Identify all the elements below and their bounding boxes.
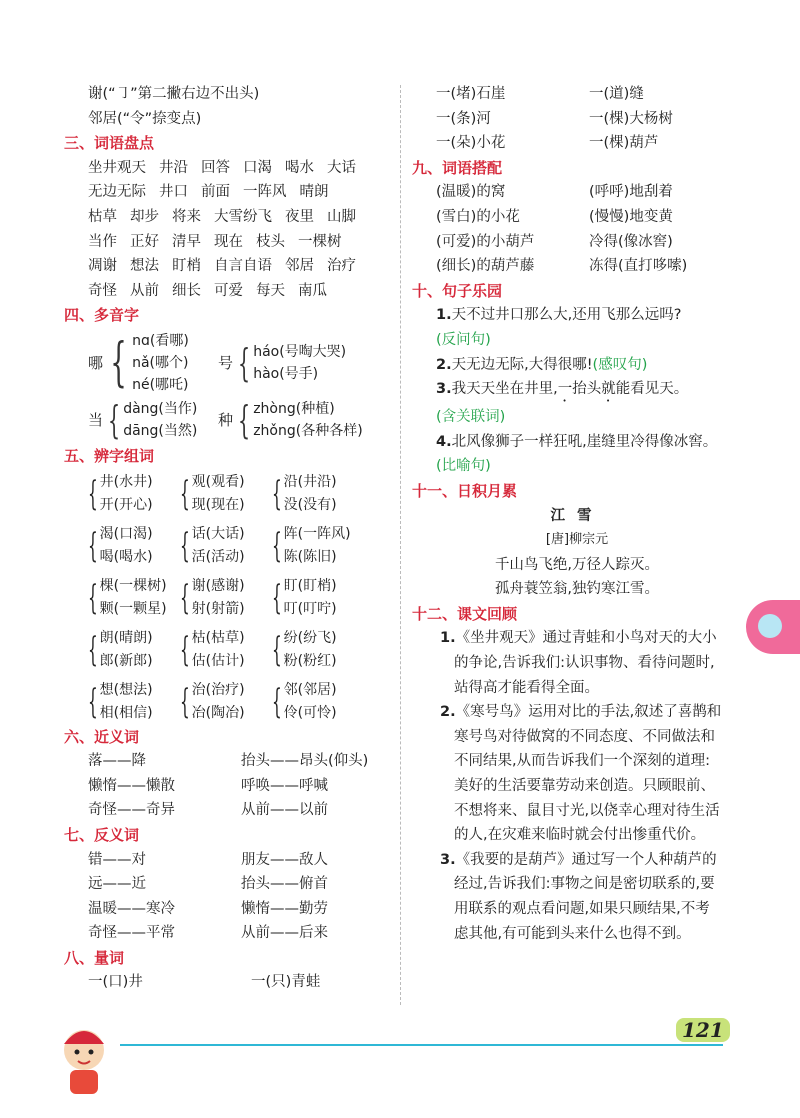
char-word: 谢(感谢)	[191, 577, 245, 594]
char-word: 阵(一阵风)	[283, 525, 351, 542]
word: 却步	[130, 208, 159, 225]
char-group: { 治(治疗) 冶(陶冶)	[180, 679, 272, 725]
word: 井沿	[159, 159, 188, 176]
word: 清早	[172, 233, 201, 250]
pair: 错——对	[88, 851, 146, 868]
note-line: 谢(“㇆”第二撇右边不出头)	[88, 86, 260, 102]
word: 想法	[130, 258, 159, 275]
char-word: 沿(井沿)	[283, 473, 337, 490]
word: 每天	[256, 282, 285, 299]
word-row	[64, 205, 394, 230]
char-word: 盯(盯梢)	[283, 577, 337, 594]
word: 山脚	[327, 208, 356, 225]
sentence-note: (反问句)	[436, 331, 491, 348]
char-word: 相(相信)	[99, 704, 153, 721]
char-group: { 渴(口渴) 喝(喝水)	[88, 523, 180, 569]
sentence-note: (比喻句)	[436, 458, 491, 475]
word: 盯梢	[172, 258, 201, 275]
section-heading: 八、量词	[64, 948, 125, 967]
note-line: 邻居(“令”捺变点)	[88, 110, 202, 127]
char-group: { 阵(一阵风) 陈(陈旧)	[272, 523, 382, 569]
dragon-icon	[758, 614, 782, 638]
pair: 一(只)青蛙	[251, 974, 321, 991]
word: 细长	[172, 282, 201, 299]
word: 前面	[201, 184, 230, 201]
pair: (慢慢)地变黄	[589, 208, 673, 225]
char-group: { 谢(感谢) 射(射箭)	[180, 575, 272, 621]
poem-title: 江雪	[550, 507, 604, 524]
char-word: 估(估计)	[191, 652, 245, 669]
char-word: 现(现在)	[191, 496, 245, 513]
polyphone-hao: 号 { háo(号啕大哭) hào(号手)	[218, 340, 347, 385]
left-column	[64, 82, 394, 995]
pair: (呼呼)地刮着	[589, 184, 673, 201]
section-heading: 五、辨字组词	[64, 446, 155, 465]
pair: 朋友——敌人	[241, 851, 328, 868]
word: 一棵树	[298, 233, 342, 250]
sentence-note: (含关联词)	[436, 409, 506, 426]
char-group: { 盯(盯梢) 叮(叮咛)	[272, 575, 382, 621]
char-word: 射(射箭)	[191, 600, 245, 617]
mascot-icon	[48, 1010, 120, 1100]
char-group: { 沿(井沿) 没(没有)	[272, 471, 382, 517]
word: 当作	[88, 233, 117, 250]
word: 枝头	[256, 233, 285, 250]
word-row	[64, 230, 394, 255]
char-word: 喝(喝水)	[99, 548, 153, 565]
word: 自言自语	[214, 258, 272, 275]
pair: 冻得(直打哆嗦)	[589, 258, 688, 275]
sentence-item: 2.天无边无际,大得很哪!(感叹句)	[436, 356, 648, 373]
pair: 一(棵)葫芦	[589, 135, 659, 152]
polyphone-na: 哪 { nɑ(看哪) nǎ(哪个) né(哪吒)	[88, 332, 189, 393]
sentence-item: 1.天不过井口那么大,还用飞那么远吗? (反问句)	[436, 307, 682, 348]
char-group: { 井(水井) 开(开心)	[88, 471, 180, 517]
pair: 奇怪——平常	[88, 925, 175, 942]
word-row	[64, 254, 394, 279]
word-row	[64, 156, 394, 181]
pair: 远——近	[88, 876, 146, 893]
antonym-list	[64, 848, 394, 946]
char-group: { 话(大话) 活(活动)	[180, 523, 272, 569]
synonym-list	[64, 749, 394, 823]
collocation-list	[412, 180, 742, 278]
sentence-note: (感叹句)	[592, 356, 648, 373]
word: 奇怪	[88, 282, 117, 299]
char-word: 观(观看)	[191, 473, 245, 490]
section-heading: 十、句子乐园	[412, 281, 503, 300]
char-word: 治(治疗)	[191, 681, 245, 698]
measure-word-list	[64, 970, 394, 995]
pair: 从前——后来	[241, 925, 328, 942]
pair: 落——降	[88, 753, 146, 770]
pair: 抬头——俯首	[241, 876, 328, 893]
char-word: 陈(陈旧)	[283, 548, 337, 565]
char-group: { 邻(邻居) 伶(可怜)	[272, 679, 382, 725]
poem-line: 千山鸟飞绝,万径人踪灭。	[494, 556, 660, 573]
word: 一阵风	[243, 184, 287, 201]
char-word: 活(活动)	[191, 548, 245, 565]
poem-line: 孤舟蓑笠翁,独钓寒江雪。	[494, 581, 660, 598]
pair: 一(朵)小花	[436, 135, 506, 152]
measure-word-list-cont	[412, 82, 742, 156]
word: 可爱	[214, 282, 243, 299]
review-item: 2.《寒号鸟》运用对比的手法,叙述了喜鹊和寒号鸟对待做窝的不同态度、不同做法和不同结果,从而告诉我们一个深刻的道理:美好的生活要靠劳动来创造。只顾眼前、不想将来、鼠目寸光,以侥幸心理对待生活的人,在灾难来临时就会付出惨重代价。	[440, 704, 722, 844]
column-divider	[400, 85, 401, 1005]
pair: 奇怪——奇异	[88, 802, 175, 819]
word: 枯草	[88, 208, 117, 225]
pair: (可爱)的小葫芦	[436, 233, 535, 250]
right-column	[412, 82, 742, 946]
polyphone-dang: 当 { dàng(当作) dāng(当然)	[88, 397, 198, 442]
pair: 一(棵)大杨树	[589, 110, 673, 127]
poem-author: [唐]柳宗元	[545, 532, 609, 548]
word: 口渴	[243, 159, 272, 176]
word: 夜里	[285, 208, 314, 225]
char-word: 邻(邻居)	[283, 681, 337, 698]
char-word: 开(开心)	[99, 496, 153, 513]
word: 大话	[327, 159, 356, 176]
polyphone-zhong: 种 { zhòng(种植) zhǒng(各种各样)	[218, 397, 363, 442]
pair: 一(口)井	[88, 974, 143, 991]
section-heading: 六、近义词	[64, 727, 140, 746]
pair: 抬头——昂头(仰头)	[241, 753, 369, 770]
side-tab[interactable]	[746, 600, 800, 654]
pair: 呼唤——呼喊	[241, 777, 328, 794]
pair: 温暖——寒冷	[88, 900, 175, 917]
section-heading: 七、反义词	[64, 825, 140, 844]
char-word: 郎(新郎)	[99, 652, 153, 669]
word: 从前	[130, 282, 159, 299]
word: 晴朗	[299, 184, 329, 201]
pair: (温暖)的窝	[436, 184, 506, 201]
sentence-item: 3.我天天坐在井里,一抬头就能看见天。 (含关联词)	[436, 381, 689, 426]
review-item: 3.《我要的是葫芦》通过写一个人种葫芦的经过,告诉我们:事物之间是密切联系的,要用联系的观点看问题,如果只顾结果,不考虑其他,有可能到头来什么也得不到。	[440, 851, 717, 942]
word-row	[64, 180, 394, 205]
char-groups	[64, 471, 394, 725]
page-footer-bar	[120, 1044, 723, 1046]
char-word: 话(大话)	[191, 525, 245, 542]
pair: 冷得(像冰窖)	[589, 233, 673, 250]
pair: (细长)的葫芦藤	[436, 258, 535, 275]
section-heading: 九、词语搭配	[412, 158, 503, 177]
section-heading: 四、多音字	[64, 306, 140, 325]
word: 回答	[201, 159, 230, 176]
polyphone-row	[64, 398, 394, 442]
char-word: 颗(一颗星)	[99, 600, 167, 617]
review-item: 1.《坐井观天》通过青蛙和小鸟对天的大小的争论,告诉我们:认识事物、看待问题时,站得高才能看得全面。	[440, 630, 717, 696]
pair: 一(堵)石崖	[436, 86, 506, 102]
pair: 一(条)河	[436, 110, 491, 127]
word-row	[64, 279, 394, 304]
char-word: 叮(叮咛)	[283, 600, 337, 617]
word: 邻居	[285, 258, 314, 275]
page-number: 121	[676, 1018, 730, 1042]
word: 坐井观天	[88, 159, 146, 176]
char-word: 伶(可怜)	[283, 704, 337, 721]
pair: (雪白)的小花	[436, 208, 520, 225]
pair: 懒惰——勤劳	[241, 900, 328, 917]
char-group: { 棵(一棵树) 颗(一颗星)	[88, 575, 180, 621]
char-group: { 枯(枯草) 估(估计)	[180, 627, 272, 673]
word: 喝水	[285, 159, 314, 176]
word: 井口	[159, 184, 188, 201]
char-group: { 纷(纷飞) 粉(粉红)	[272, 627, 382, 673]
word-list	[64, 156, 394, 304]
char-word: 渴(口渴)	[99, 525, 153, 542]
char-group: { 想(想法) 相(相信)	[88, 679, 180, 725]
word: 正好	[130, 233, 159, 250]
sentence-item: 4.北风像狮子一样狂吼,崖缝里冷得像冰窖。(比喻句)	[436, 433, 718, 475]
char-word: 冶(陶冶)	[191, 704, 245, 721]
char-group: { 朗(晴朗) 郎(新郎)	[88, 627, 180, 673]
word: 大雪纷飞	[214, 208, 272, 225]
word: 南瓜	[298, 282, 327, 299]
section-heading: 十一、日积月累	[412, 481, 518, 500]
word: 凋谢	[88, 258, 117, 275]
word: 将来	[172, 208, 201, 225]
char-word: 朗(晴朗)	[99, 629, 153, 646]
word: 现在	[214, 233, 243, 250]
char-word: 井(水井)	[99, 473, 153, 490]
char-word: 想(想法)	[99, 681, 153, 698]
pair: 懒惰——懒散	[88, 777, 175, 794]
pair: 一(道)缝	[589, 86, 644, 102]
char-word: 棵(一棵树)	[99, 577, 167, 594]
section-heading: 十二、课文回顾	[412, 604, 518, 623]
char-word: 枯(枯草)	[191, 629, 245, 646]
char-word: 没(没有)	[283, 496, 337, 513]
word: 无边无际	[88, 184, 146, 201]
char-word: 纷(纷飞)	[283, 629, 337, 646]
word: 治疗	[327, 258, 356, 275]
char-group: { 观(观看) 现(现在)	[180, 471, 272, 517]
char-word: 粉(粉红)	[283, 652, 337, 669]
pair: 从前——以前	[241, 802, 328, 819]
section-heading: 三、词语盘点	[64, 134, 155, 153]
polyphone-row	[64, 330, 394, 396]
